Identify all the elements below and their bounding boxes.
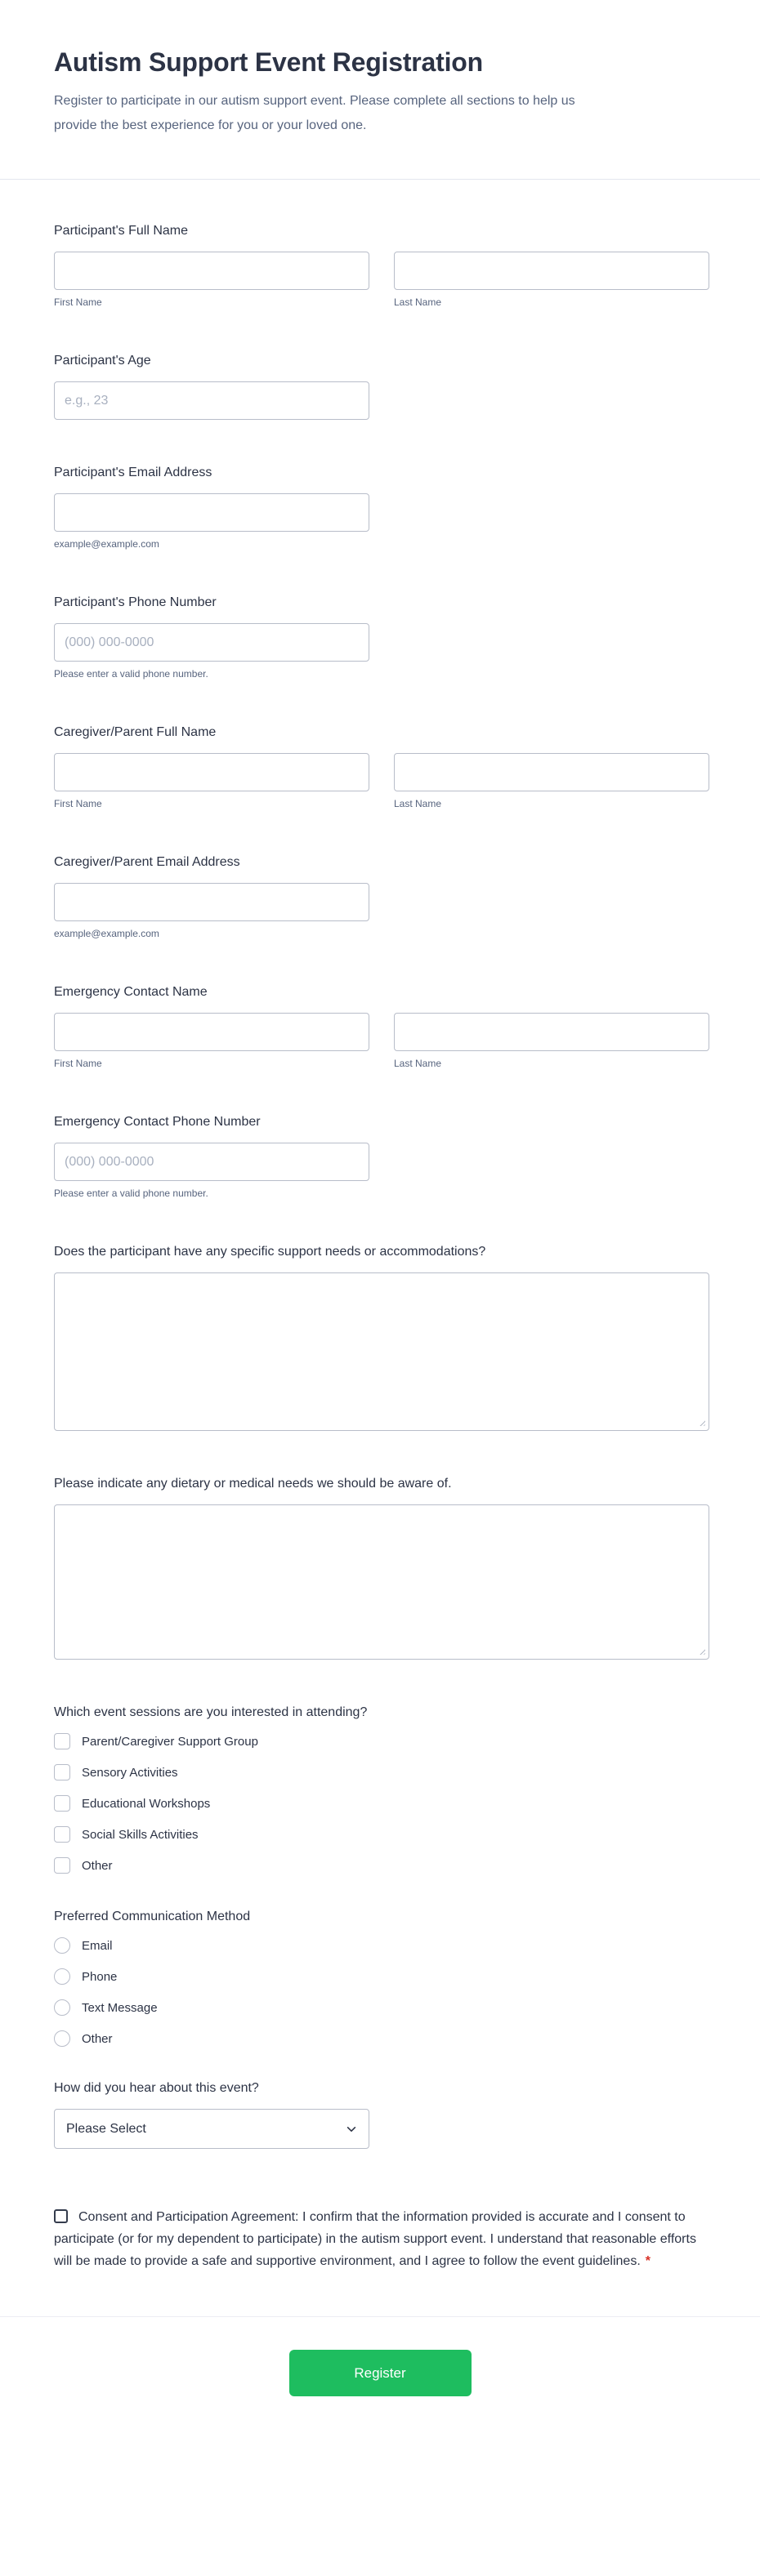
caregiver-first-name-sublabel: First Name <box>54 798 102 809</box>
consent-row[interactable] <box>54 2206 709 2272</box>
session-option-label: Parent/Caregiver Support Group <box>82 1734 258 1749</box>
form-description: Register to participate in our autism support event. Please complete all sections to help us provide the best experience for you or your loved one. <box>54 94 575 132</box>
emergency-last-name-input[interactable] <box>394 1013 709 1051</box>
register-button[interactable]: Register <box>289 2350 472 2396</box>
communication-option-row[interactable] <box>54 1968 117 1985</box>
radio-icon[interactable] <box>54 1968 70 1985</box>
caregiver-first-name-input[interactable] <box>54 753 369 791</box>
checkbox-icon[interactable] <box>54 1733 70 1749</box>
caregiver-email-input[interactable] <box>54 883 369 921</box>
field-support-needs <box>54 1245 709 1431</box>
checkbox-icon[interactable] <box>54 1826 70 1843</box>
radio-icon[interactable] <box>54 2030 70 2047</box>
support-needs-textarea-wrap <box>54 1272 709 1431</box>
form-header <box>0 0 760 180</box>
referral-select[interactable] <box>54 2109 369 2149</box>
emergency-first-name-input[interactable] <box>54 1013 369 1051</box>
communication-option-label: Phone <box>82 1969 118 1984</box>
participant-email-sublabel: example@example.com <box>54 538 159 550</box>
communication-option-label: Other <box>82 2031 113 2046</box>
emergency-first-name-sublabel: First Name <box>54 1058 102 1069</box>
field-caregiver-email <box>54 855 709 939</box>
participant-age-label: Participant's Age <box>54 354 151 368</box>
communication-option-row[interactable] <box>54 1999 158 2016</box>
caregiver-full-name-label: Caregiver/Parent Full Name <box>54 725 217 739</box>
required-asterisk: * <box>645 2254 651 2268</box>
session-option-label: Educational Workshops <box>82 1796 211 1811</box>
referral-source-label: How did you hear about this event? <box>54 2081 259 2095</box>
emergency-phone-sublabel: Please enter a valid phone number. <box>54 1188 208 1199</box>
participant-phone-input[interactable] <box>54 623 369 662</box>
support-needs-textarea[interactable] <box>54 1272 709 1431</box>
participant-email-input[interactable] <box>54 493 369 532</box>
communication-option-label: Email <box>82 1938 113 1953</box>
session-option-label: Social Skills Activities <box>82 1827 199 1842</box>
field-emergency-contact-phone <box>54 1115 709 1199</box>
referral-select-value: Please Select <box>66 2121 146 2136</box>
field-participant-email <box>54 466 709 550</box>
field-caregiver-full-name <box>54 725 709 809</box>
field-participant-phone <box>54 595 709 680</box>
emergency-contact-name-label: Emergency Contact Name <box>54 985 208 999</box>
checkbox-icon[interactable] <box>54 1857 70 1874</box>
session-option-label: Other <box>82 1858 113 1873</box>
participant-phone-sublabel: Please enter a valid phone number. <box>54 668 208 680</box>
dietary-needs-textarea-wrap <box>54 1504 709 1660</box>
participant-email-label: Participant's Email Address <box>54 466 212 479</box>
consent-checkbox[interactable] <box>54 2209 68 2223</box>
field-communication-method <box>54 1910 709 2047</box>
emergency-phone-input[interactable] <box>54 1143 369 1181</box>
event-sessions-options <box>54 1733 709 1874</box>
communication-method-label: Preferred Communication Method <box>54 1910 251 1923</box>
dietary-needs-textarea[interactable] <box>54 1504 709 1660</box>
emergency-contact-phone-label: Emergency Contact Phone Number <box>54 1115 261 1129</box>
caregiver-email-sublabel: example@example.com <box>54 928 159 939</box>
field-consent-agreement <box>54 2206 709 2272</box>
session-option-row[interactable] <box>54 1826 199 1843</box>
radio-icon[interactable] <box>54 1999 70 2016</box>
session-option-row[interactable] <box>54 1733 258 1749</box>
field-participant-age <box>54 354 709 420</box>
participant-full-name-label: Participant's Full Name <box>54 224 188 238</box>
form-title: Autism Support Event Registration <box>54 47 483 77</box>
field-emergency-contact-name <box>54 985 709 1069</box>
emergency-last-name-sublabel: Last Name <box>394 1058 442 1069</box>
submit-section <box>0 2316 760 2439</box>
communication-option-row[interactable] <box>54 1937 113 1954</box>
caregiver-last-name-sublabel: Last Name <box>394 798 442 809</box>
caregiver-last-name-input[interactable] <box>394 753 709 791</box>
communication-method-options <box>54 1937 709 2047</box>
dietary-needs-label: Please indicate any dietary or medical needs we should be aware of. <box>54 1477 452 1491</box>
form-body <box>0 180 760 2272</box>
checkbox-icon[interactable] <box>54 1764 70 1780</box>
checkbox-icon[interactable] <box>54 1795 70 1812</box>
participant-last-name-sublabel: Last Name <box>394 296 442 308</box>
communication-option-row[interactable] <box>54 2030 113 2047</box>
consent-text: Consent and Participation Agreement: I confirm that the information provided is accurate and I consent to participate (or for my dependent to participate) in the autism support event. I understand that reasonable efforts will be made to provide a safe and supportive environment, and I agree to follow the event guidelines. <box>54 2210 696 2268</box>
event-sessions-label: Which event sessions are you interested in attending? <box>54 1705 368 1719</box>
communication-option-label: Text Message <box>82 2000 158 2015</box>
field-participant-full-name <box>54 224 709 308</box>
session-option-row[interactable] <box>54 1764 178 1780</box>
chevron-down-icon <box>346 2124 357 2135</box>
field-dietary-needs <box>54 1477 709 1660</box>
participant-last-name-input[interactable] <box>394 252 709 290</box>
session-option-label: Sensory Activities <box>82 1765 178 1780</box>
field-event-sessions <box>54 1705 709 1874</box>
participant-age-input[interactable] <box>54 381 369 420</box>
caregiver-email-label: Caregiver/Parent Email Address <box>54 855 240 869</box>
session-option-row[interactable] <box>54 1857 113 1874</box>
field-referral-source <box>54 2081 709 2149</box>
participant-phone-label: Participant's Phone Number <box>54 595 217 609</box>
participant-first-name-sublabel: First Name <box>54 296 102 308</box>
participant-first-name-input[interactable] <box>54 252 369 290</box>
session-option-row[interactable] <box>54 1795 210 1812</box>
support-needs-label: Does the participant have any specific support needs or accommodations? <box>54 1245 486 1259</box>
radio-icon[interactable] <box>54 1937 70 1954</box>
